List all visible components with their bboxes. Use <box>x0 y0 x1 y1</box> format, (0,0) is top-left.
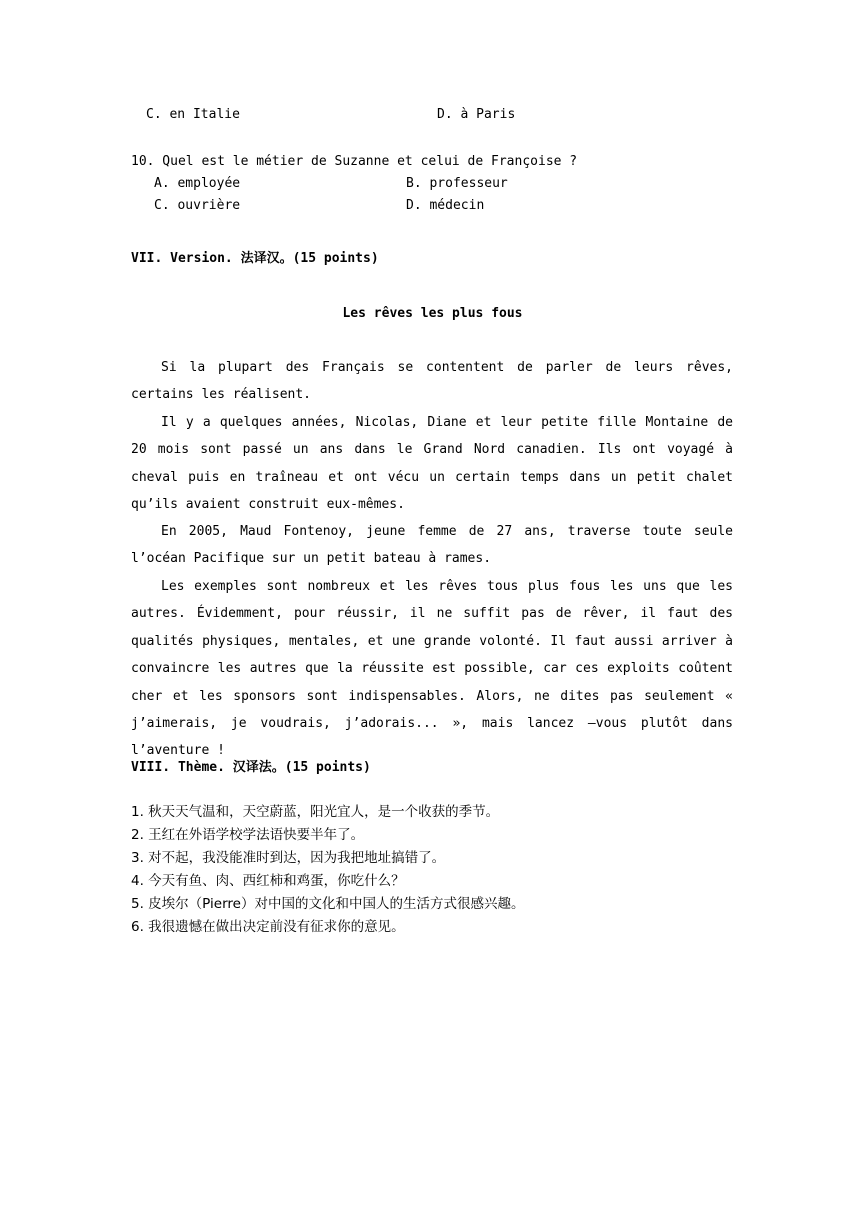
q9-option-c: C. en Italie <box>146 107 240 122</box>
q10-option-b: B. professeur <box>406 176 508 191</box>
q9-option-d: D. à Paris <box>437 107 516 122</box>
passage-paragraph-2: Il y a quelques années, Nicolas, Diane et leur petite fille Montaine de 20 mois sont passé un ans dans le Grand Nord canadien. Ils ont voyagé à cheval puis en traîneau et ont vécu un certain temps dans un petit chalet qu’ils avaient construit eux-mêmes. <box>131 415 733 513</box>
passage-paragraph-4: Les exemples sont nombreux et les rêves tous plus fous les uns que les autres. Évidemment, pour réussir, il ne suffit pas de rêver, il faut des qualités physiques, mentales, et une grande volonté. Il faut aussi arriver à convaincre les autres que la réussite est possible, car ces exploits coûtent cher et les sponsors sont indispensables. Alors, ne dites pas seulement « j’aimerais, je voudrais, j’adorais... », mais lancez –vous plutôt dans l’aventure ! <box>131 579 733 759</box>
q10-option-a: A. employée <box>154 176 241 191</box>
section-vii-heading: VII. Version. 法译汉。(15 points) <box>131 251 379 266</box>
passage-title: Les rêves les plus fous <box>342 306 523 321</box>
theme-item-4: 4. 今天有鱼、肉、西红柿和鸡蛋，你吃什么？ <box>131 873 405 889</box>
passage-paragraph-1: Si la plupart des Français se contentent de parler de leurs rêves, certains les réalisent. <box>131 360 733 403</box>
theme-item-3: 3. 对不起，我没能准时到达，因为我把地址搞错了。 <box>131 850 446 866</box>
section-viii-heading: VIII. Thème. 汉译法。(15 points) <box>131 760 371 775</box>
theme-item-2: 2. 王红在外语学校学法语快要半年了。 <box>131 827 365 843</box>
passage-paragraph-3: En 2005, Maud Fontenoy, jeune femme de 27 ans, traverse toute seule l’océan Pacifique sur un petit bateau à rames. <box>131 524 733 567</box>
theme-item-1: 1. 秋天天气温和，天空蔚蓝，阳光宜人，是一个收获的季节。 <box>131 804 500 820</box>
q10-option-c: C. ouvrière <box>154 198 241 213</box>
theme-item-5: 5. 皮埃尔（Pierre）对中国的文化和中国人的生活方式很感兴趣。 <box>131 896 525 912</box>
q10-question: 10. Quel est le métier de Suzanne et celui de Françoise ? <box>131 154 578 169</box>
theme-item-6: 6. 我很遗憾在做出决定前没有征求你的意见。 <box>131 919 405 935</box>
q10-option-d: D. médecin <box>406 198 485 213</box>
